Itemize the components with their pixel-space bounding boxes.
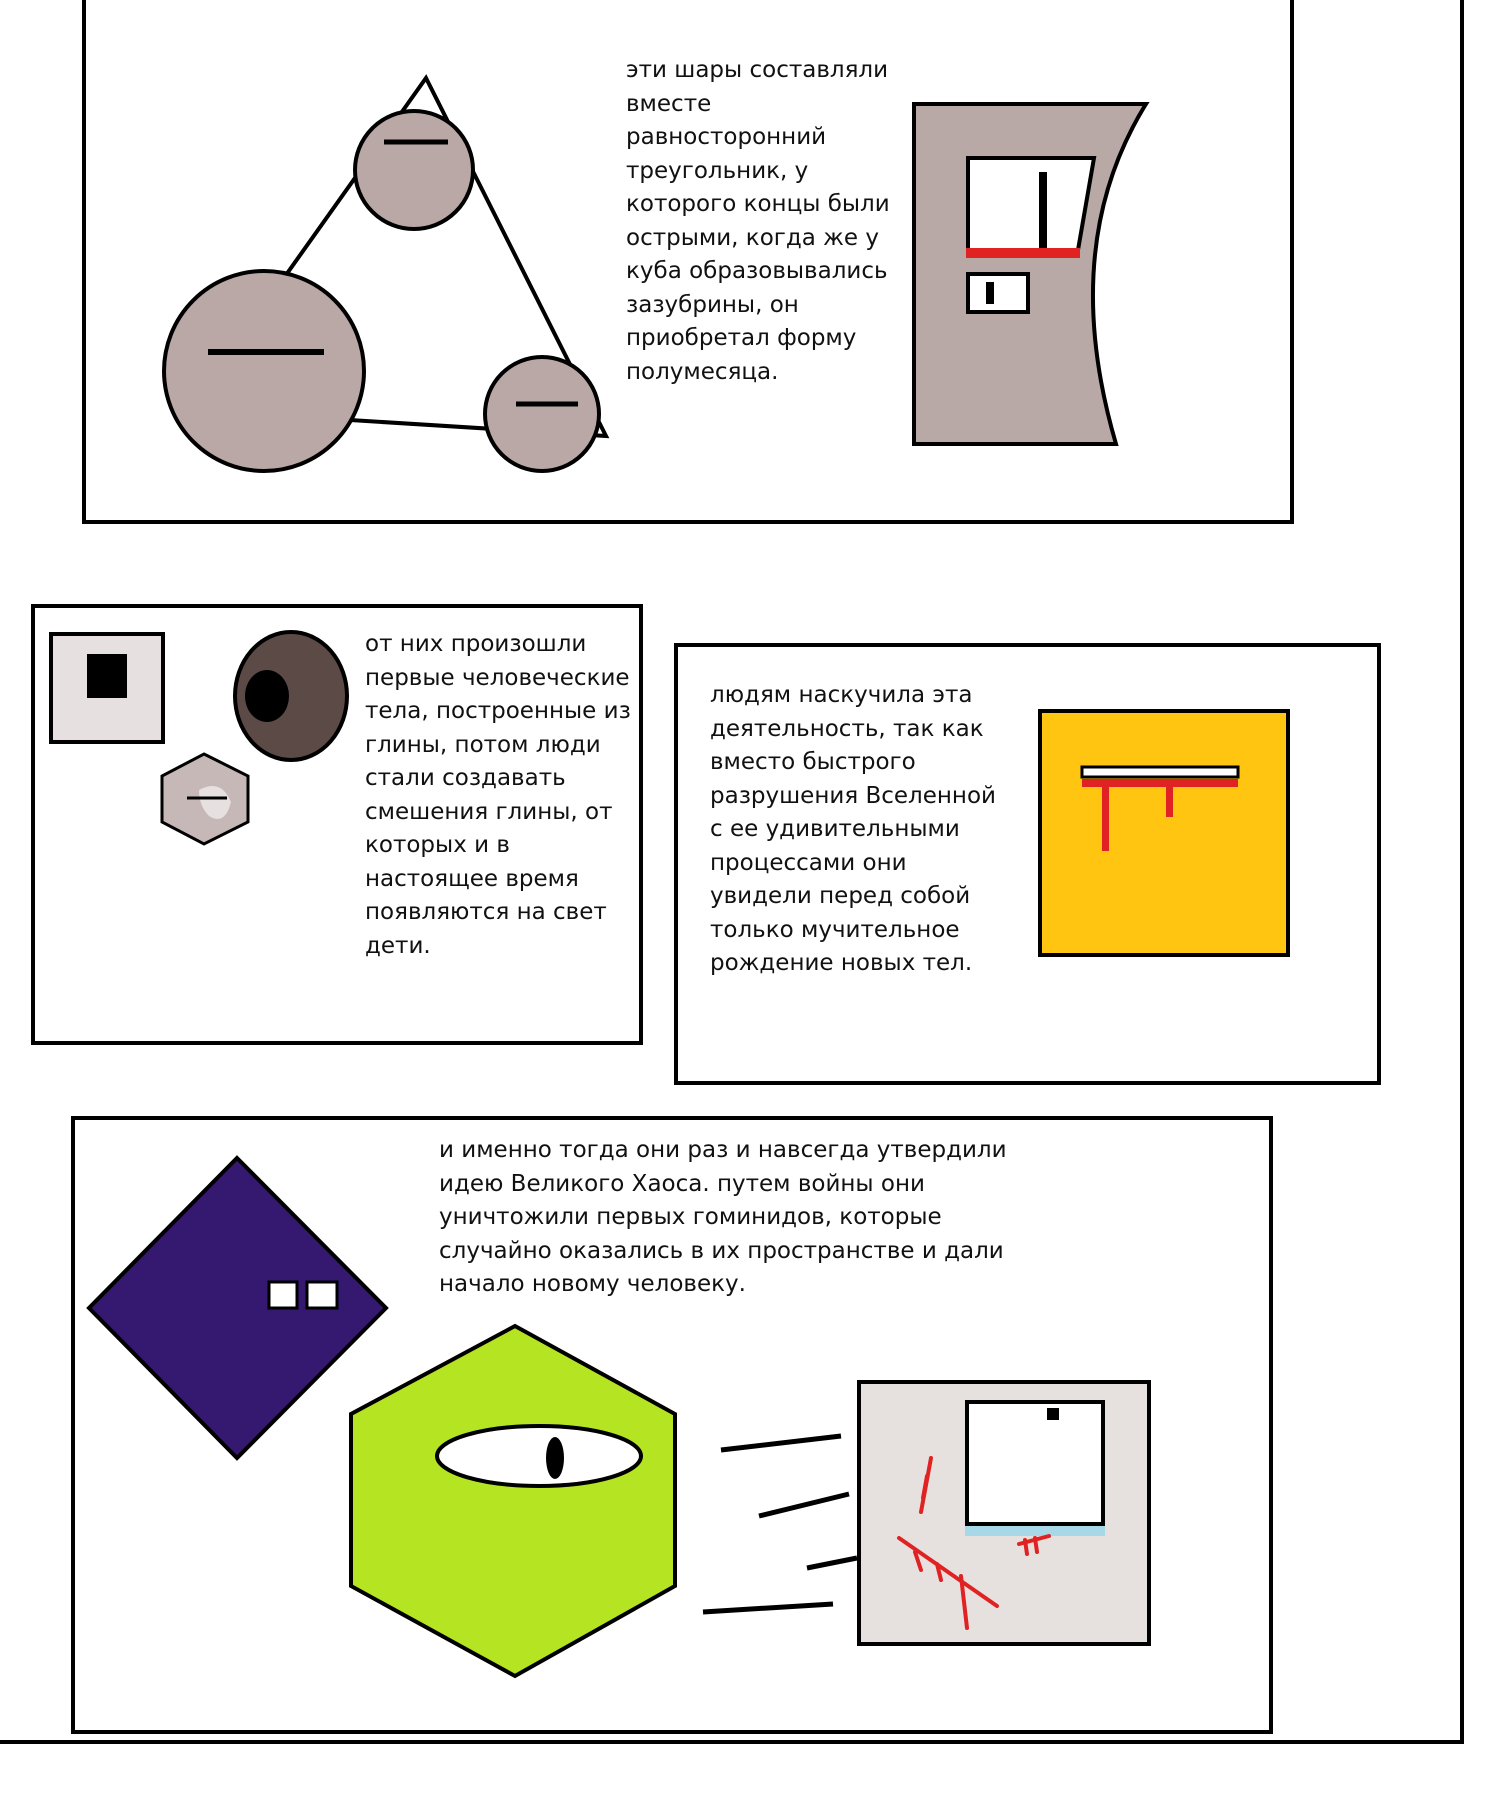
red-drip-short [1166,781,1173,817]
purple-diamond [89,1158,386,1458]
grey-box-window [967,1402,1103,1524]
white-slit [1082,767,1238,777]
dark-eye-pupil [245,670,289,722]
right-sphere [485,357,599,471]
green-hexagon [351,1326,675,1676]
top-sphere [355,111,473,229]
red-line [966,248,1080,258]
grey-box-window-dot [1047,1408,1059,1420]
clay-square-core [87,654,127,698]
purple-diamond-eye-left [269,1282,297,1308]
crescent-cube-illustration [906,96,1156,456]
green-hexagon-eye [437,1426,641,1486]
red-drip-long [1102,781,1109,851]
yellow-square [1040,711,1288,955]
panel-triangle [82,0,1294,524]
panel-chaos [71,1116,1273,1734]
green-hexagon-pupil [546,1437,564,1479]
motion-line-2 [759,1494,849,1516]
white-window [968,158,1094,250]
small-window-bar [986,282,994,304]
yellow-square-illustration [1038,709,1294,961]
panel-clay-caption: от них произошли первые человеческие тела, построенные из глины, потом люди стали создавать смешения глины, от которых и в настоящее время появляются на свет дети. [365,631,631,959]
motion-line-4 [703,1604,833,1612]
panel-chaos-caption: и именно тогда они раз и навсегда утвердили идею Великого Хаоса. путем войны они уничтожили первых гоминидов, которые случайно оказались в их пространстве и дали начало новому человеку. [439,1137,1007,1297]
chaos-illustration [75,1120,1269,1730]
large-sphere [164,271,364,471]
panel-triangle-caption: эти шары составляли вместе равносторонний треугольник, у которого концы были острыми, когда же у куба образовывались зазубрины, он приобретал форму полумесяца. [626,57,890,385]
small-window [968,274,1028,312]
panel-clay [31,604,643,1045]
window-bar [1039,172,1047,250]
panel-boredom-caption: людям наскучила эта деятельность, так как вместо быстрого разрушения Вселенной с ее удивительными процессами они увидели перед собой только мучительное рождение новых тел. [710,682,996,976]
panel-boredom [674,643,1381,1085]
purple-diamond-eye-right [307,1282,337,1308]
sphere-triangle-illustration [136,68,616,488]
motion-line-1 [721,1436,841,1450]
clay-bodies-illustration [49,628,339,848]
motion-line-3 [807,1558,857,1568]
light-blue-bar [965,1526,1105,1536]
